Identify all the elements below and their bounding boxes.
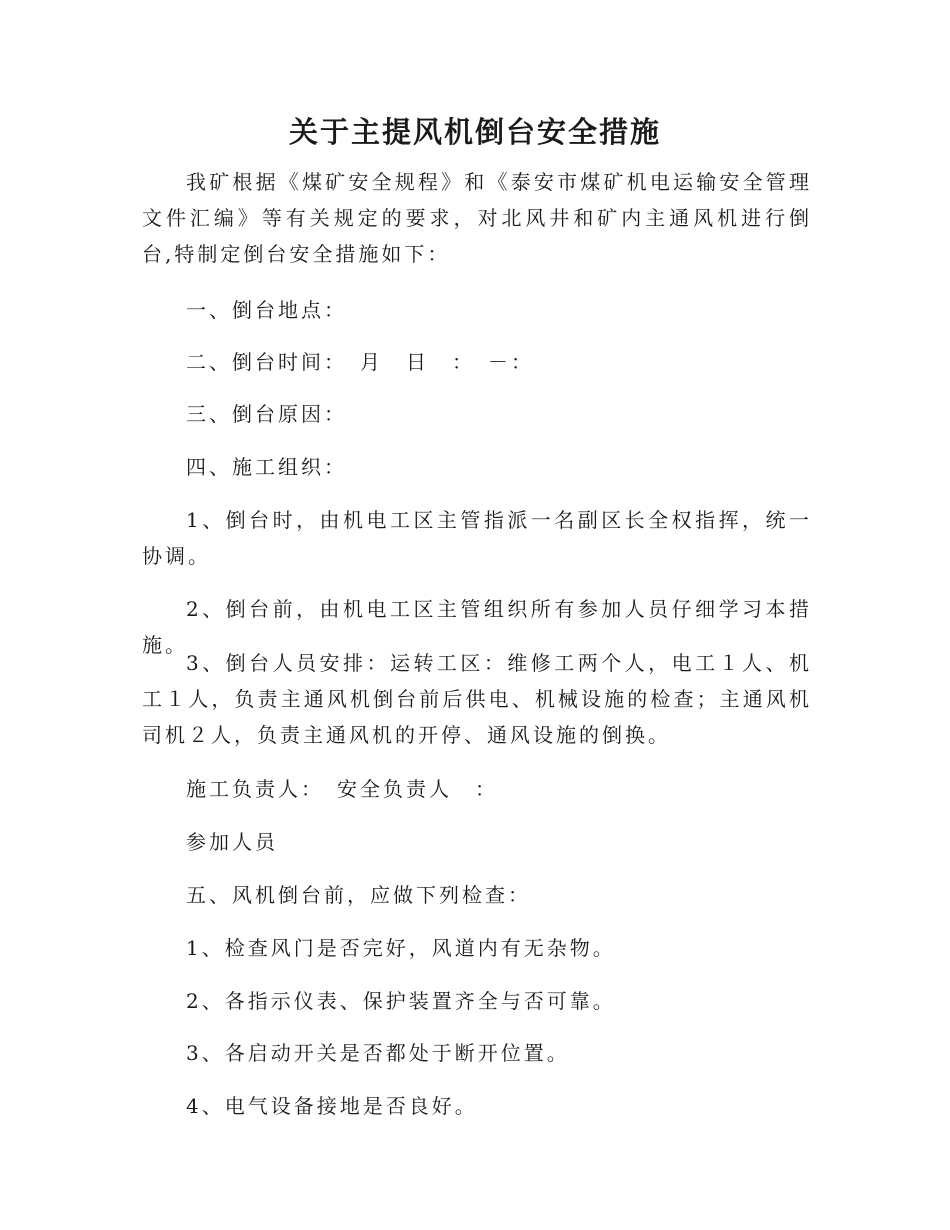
section-pre-checks: 五、风机倒台前，应做下列检查： xyxy=(186,883,531,907)
check-item-1: 1、检查风门是否完好，风道内有无杂物。 xyxy=(186,936,616,960)
org-item-2: 2、倒台前，由机电工区主管组织所有参加人员仔细学习本措施。 xyxy=(142,597,812,657)
section-time: 二、倒台时间： 月 日 ： －： xyxy=(186,350,534,374)
check-item-3: 3、各启动开关是否都处于断开位置。 xyxy=(186,1041,570,1065)
section-reason: 三、倒台原因： xyxy=(186,402,347,426)
responsible-persons: 施工负责人： 安全负责人 ： xyxy=(186,777,498,801)
section-location: 一、倒台地点： xyxy=(186,298,347,322)
intro-paragraph: 我矿根据《煤矿安全规程》和《泰安市煤矿机电运输安全管理文件汇编》等有关规定的要求，对北风井和矿内主通风机进行倒台,特制定倒台安全措施如下： xyxy=(142,170,812,266)
org-item-3: 3、倒台人员安排：运转工区：维修工两个人，电工１人、机工１人，负责主通风机倒台前后供电、机械设施的检查；主通风机司机２人，负责主通风机的开停、通风设施的倒换。 xyxy=(142,651,812,747)
section-organization: 四、施工组织： xyxy=(186,455,347,479)
org-item-1: 1、倒台时，由机电工区主管指派一名副区长全权指挥，统一协调。 xyxy=(142,508,812,568)
participants: 参加人员 xyxy=(186,830,278,854)
check-item-4: 4、电气设备接地是否良好。 xyxy=(186,1094,478,1118)
document-title: 关于主提风机倒台安全措施 xyxy=(288,115,661,149)
check-item-2: 2、各指示仪表、保护装置齐全与否可靠。 xyxy=(186,989,616,1013)
